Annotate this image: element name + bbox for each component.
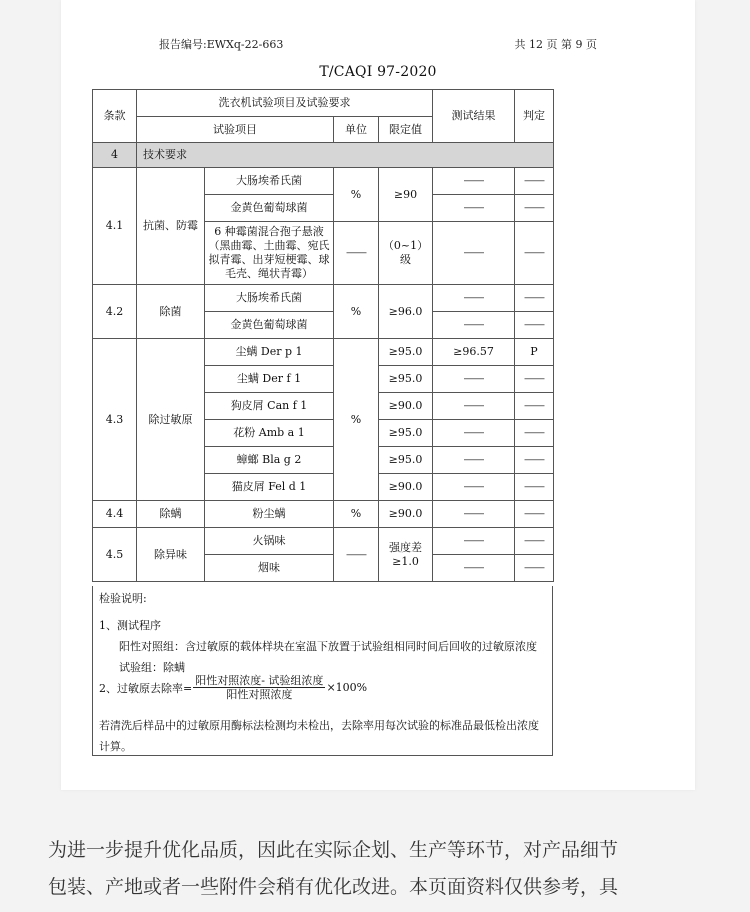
result-cell: —— (433, 555, 515, 582)
limit-cell: ≥90.0 (379, 474, 433, 501)
item-cell: 蟑螂 Bla g 2 (205, 447, 334, 474)
limit-cell: （0~1）级 (379, 222, 433, 285)
formula-numerator: 阳性对照浓度- 试验组浓度 (195, 674, 324, 687)
item-cell: 猫皮屑 Fel d 1 (205, 474, 334, 501)
item-cell: 尘螨 Der f 1 (205, 366, 334, 393)
judgement-cell: —— (515, 366, 554, 393)
result-cell: —— (433, 447, 515, 474)
item-cell: 烟味 (205, 555, 334, 582)
clause-cell: 4.2 (93, 285, 137, 339)
removal-rate-formula (99, 674, 367, 701)
judgement-cell: —— (515, 393, 554, 420)
item-cell: 金黄色葡萄球菌 (205, 312, 334, 339)
item-cell: 花粉 Amb a 1 (205, 420, 334, 447)
limit-cell: ≥95.0 (379, 366, 433, 393)
judgement-cell: —— (515, 447, 554, 474)
page-info: 共 12 页 第 9 页 (514, 38, 597, 51)
limit-cell: ≥90.0 (379, 393, 433, 420)
header-result: 测试结果 (433, 90, 515, 143)
clause-cell: 4.1 (93, 168, 137, 285)
test-notes (92, 586, 553, 756)
clause-cell: 4.4 (93, 501, 137, 528)
result-cell: —— (433, 393, 515, 420)
item-cell: 金黄色葡萄球菌 (205, 195, 334, 222)
caption-line-2: 包装、产地或者一些附件会稍有优化改进。本页面资料仅供参考，具 (48, 876, 619, 898)
judgement-cell: —— (515, 312, 554, 339)
header-unit: 单位 (334, 117, 379, 143)
judgement-cell: —— (515, 528, 554, 555)
result-cell: —— (433, 501, 515, 528)
category-cell: 除菌 (137, 285, 205, 339)
item-cell: 尘螨 Der p 1 (205, 339, 334, 366)
formula-denominator: 阳性对照浓度 (226, 688, 293, 701)
header-group: 洗衣机试验项目及试验要求 (137, 90, 433, 117)
category-cell: 除异味 (137, 528, 205, 582)
standard-title: T/CAQI 97-2020 (319, 64, 437, 80)
unit-cell: % (334, 339, 379, 501)
result-cell: —— (433, 285, 515, 312)
result-cell: —— (433, 528, 515, 555)
category-cell: 抗菌、防霉 (137, 168, 205, 285)
limit-cell: ≥90.0 (379, 501, 433, 528)
judgement-cell: —— (515, 555, 554, 582)
result-cell: —— (433, 312, 515, 339)
limit-cell: 强度差≥1.0 (379, 528, 433, 582)
item-cell: 大肠埃希氏菌 (205, 168, 334, 195)
disclaimer-caption (48, 832, 708, 906)
category-cell: 除螨 (137, 501, 205, 528)
result-cell: —— (433, 420, 515, 447)
judgement-cell: —— (515, 285, 554, 312)
limit-cell: ≥90 (379, 168, 433, 222)
unit-cell: % (334, 285, 379, 339)
judgement-cell: —— (515, 474, 554, 501)
formula-fraction (193, 674, 325, 701)
limit-cell: ≥95.0 (379, 447, 433, 474)
limit-cell: ≥96.0 (379, 285, 433, 339)
clause-cell: 4.3 (93, 339, 137, 501)
judgement-cell: —— (515, 195, 554, 222)
result-cell: —— (433, 222, 515, 285)
unit-cell: % (334, 168, 379, 222)
clause-cell: 4.5 (93, 528, 137, 582)
unit-cell: —— (334, 222, 379, 285)
item-cell: 6 种霉菌混合孢子悬液（黑曲霉、土曲霉、宛氏拟青霉、出芽短梗霉、球毛壳、绳状青霉） (205, 222, 334, 285)
category-cell: 除过敏原 (137, 339, 205, 501)
judgement-cell: —— (515, 168, 554, 195)
limit-cell: ≥95.0 (379, 339, 433, 366)
item-cell: 火锅味 (205, 528, 334, 555)
result-cell: ≥96.57 (433, 339, 515, 366)
unit-cell: % (334, 501, 379, 528)
formula-multiplier: ×100% (326, 681, 368, 694)
notes-footnote-line-1: 若清洗后样品中的过敏原用酶标法检测均未检出，去除率用每次试验的标准品最低检出浓度 (99, 719, 539, 732)
item-cell: 狗皮屑 Can f 1 (205, 393, 334, 420)
limit-cell: ≥95.0 (379, 420, 433, 447)
section-number: 4 (93, 143, 137, 168)
judgement-cell: —— (515, 501, 554, 528)
header-judgement: 判定 (515, 90, 554, 143)
caption-line-1: 为进一步提升优化品质，因此在实际企划、生产等环节，对产品细节 (48, 839, 619, 861)
notes-title: 检验说明: (99, 592, 147, 605)
unit-cell: —— (334, 528, 379, 582)
notes-positive-control: 阳性对照组：含过敏原的载体样块在室温下放置于试验组相同时间后回收的过敏原浓度 (119, 640, 537, 653)
header-limit: 限定值 (379, 117, 433, 143)
judgement-cell: P (515, 339, 554, 366)
result-cell: —— (433, 168, 515, 195)
judgement-cell: —— (515, 420, 554, 447)
notes-step-1: 1、测试程序 (99, 619, 161, 632)
report-number: 报告编号:EWXq-22-663 (159, 38, 284, 51)
judgement-cell: —— (515, 222, 554, 285)
header-item: 试验项目 (137, 117, 334, 143)
result-cell: —— (433, 474, 515, 501)
test-results-table (92, 89, 554, 582)
notes-footnote-line-2: 计算。 (99, 740, 132, 753)
section-title: 技术要求 (137, 143, 554, 168)
item-cell: 大肠埃希氏菌 (205, 285, 334, 312)
formula-prefix: 2、过敏原去除率= (99, 681, 193, 695)
item-cell: 粉尘螨 (205, 501, 334, 528)
header-clause: 条款 (93, 90, 137, 143)
notes-test-group: 试验组：除螨 (119, 661, 185, 674)
result-cell: —— (433, 366, 515, 393)
result-cell: —— (433, 195, 515, 222)
